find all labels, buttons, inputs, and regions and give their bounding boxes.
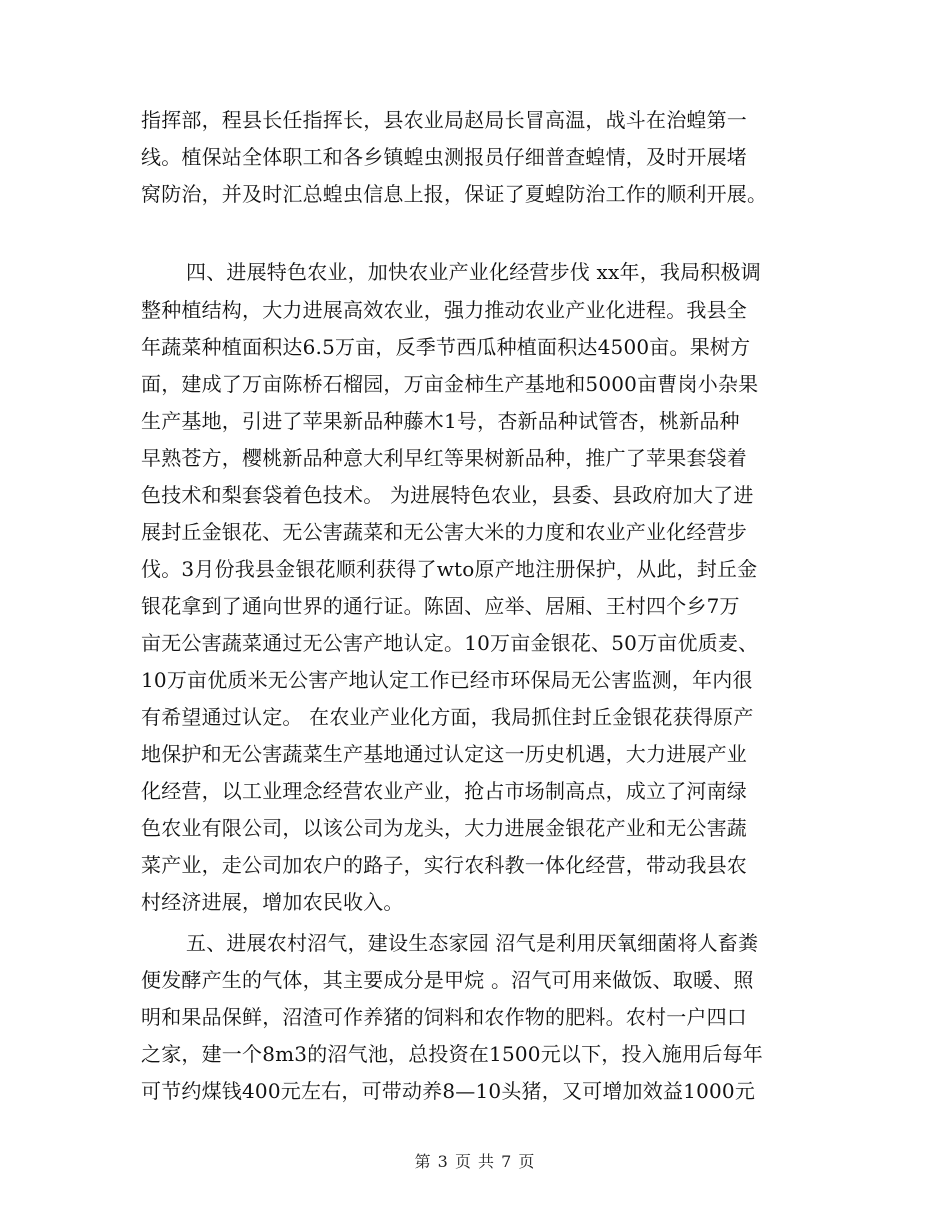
text-line: 展封丘金银花、无公害蔬菜和无公害大米的力度和农业产业化经营步 [141, 520, 747, 544]
text-line: 早熟苍方，樱桃新品种意大利早红等果树新品种，推广了苹果套袋着 [141, 446, 747, 470]
text-line: 色技术和梨套袋着色技术。 为进展特色农业，县委、县政府加大了进 [141, 483, 754, 507]
paragraph-heading-line: 四、进展特色农业，加快农业产业化经营步伐 xx年，我局积极调 [186, 260, 761, 284]
text-line: 10万亩优质米无公害产地认定工作已经市环保局无公害监测，年内很 [141, 668, 753, 692]
text-line: 便发酵产生的气体，其主要成分是甲烷 。沼气可用来做饭、取暖、照 [141, 968, 754, 992]
paragraph-heading-line: 五、进展农村沼气，建设生态家园 沼气是利用厌氧细菌将人畜粪 [186, 931, 759, 955]
text-line: 生产基地，引进了苹果新品种藤木1号，杏新品种试管杏，桃新品种 [141, 409, 740, 433]
text-line: 菜产业，走公司加农户的路子，实行农科教一体化经营，带动我县农 [141, 853, 747, 877]
text-line: 线。植保站全体职工和各乡镇蝗虫测报员仔细普查蝗情，及时开展堵 [141, 145, 747, 169]
text-line: 银花拿到了通向世界的通行证。陈固、应举、居厢、王村四个乡7万 [141, 594, 740, 618]
text-line: 亩无公害蔬菜通过无公害产地认定。10万亩金银花、50万亩优质麦、 [141, 631, 759, 655]
text-line: 明和果品保鲜，沼渣可作养猪的饲料和农作物的肥料。农村一户四口 [141, 1005, 747, 1029]
text-line: 指挥部，程县长任指挥长，县农业局赵局长冒高温，战斗在治蝗第一 [141, 108, 747, 132]
text-line: 化经营，以工业理念经营农业产业，抢占市场制高点，成立了河南绿 [141, 779, 747, 803]
text-line: 年蔬菜种植面积达6.5万亩，反季节西瓜种植面积达4500亩。果树方 [141, 335, 751, 359]
text-line: 地保护和无公害蔬菜生产基地通过认定这一历史机遇，大力进展产业 [141, 742, 747, 766]
text-line: 伐。3月份我县金银花顺利获得了wto原产地注册保护，从此，封丘金 [141, 557, 758, 581]
text-line: 面，建成了万亩陈桥石榴园，万亩金柿生产基地和5000亩曹岗小杂果 [141, 372, 759, 396]
text-line: 村经济进展，增加农民收入。 [141, 890, 404, 914]
text-line: 色农业有限公司，以该公司为龙头，大力进展金银花产业和无公害蔬 [141, 816, 747, 840]
text-line: 可节约煤钱400元左右，可带动养8—10头猪，又可增加效益1000元 [141, 1079, 756, 1103]
page-footer: 第 3 页 共 7 页 [414, 1152, 536, 1171]
text-line: 整种植结构，大力进展高效农业，强力推动农业产业化进程。我县全 [141, 298, 747, 322]
text-line: 之家，建一个8m3的沼气池，总投资在1500元以下，投入施用后每年 [141, 1042, 763, 1066]
text-line: 有希望通过认定。 在农业产业化方面，我局抓住封丘金银花获得原产 [141, 705, 754, 729]
text-line: 窝防治，并及时汇总蝗虫信息上报，保证了夏蝗防治工作的顺利开展。 [141, 182, 768, 206]
